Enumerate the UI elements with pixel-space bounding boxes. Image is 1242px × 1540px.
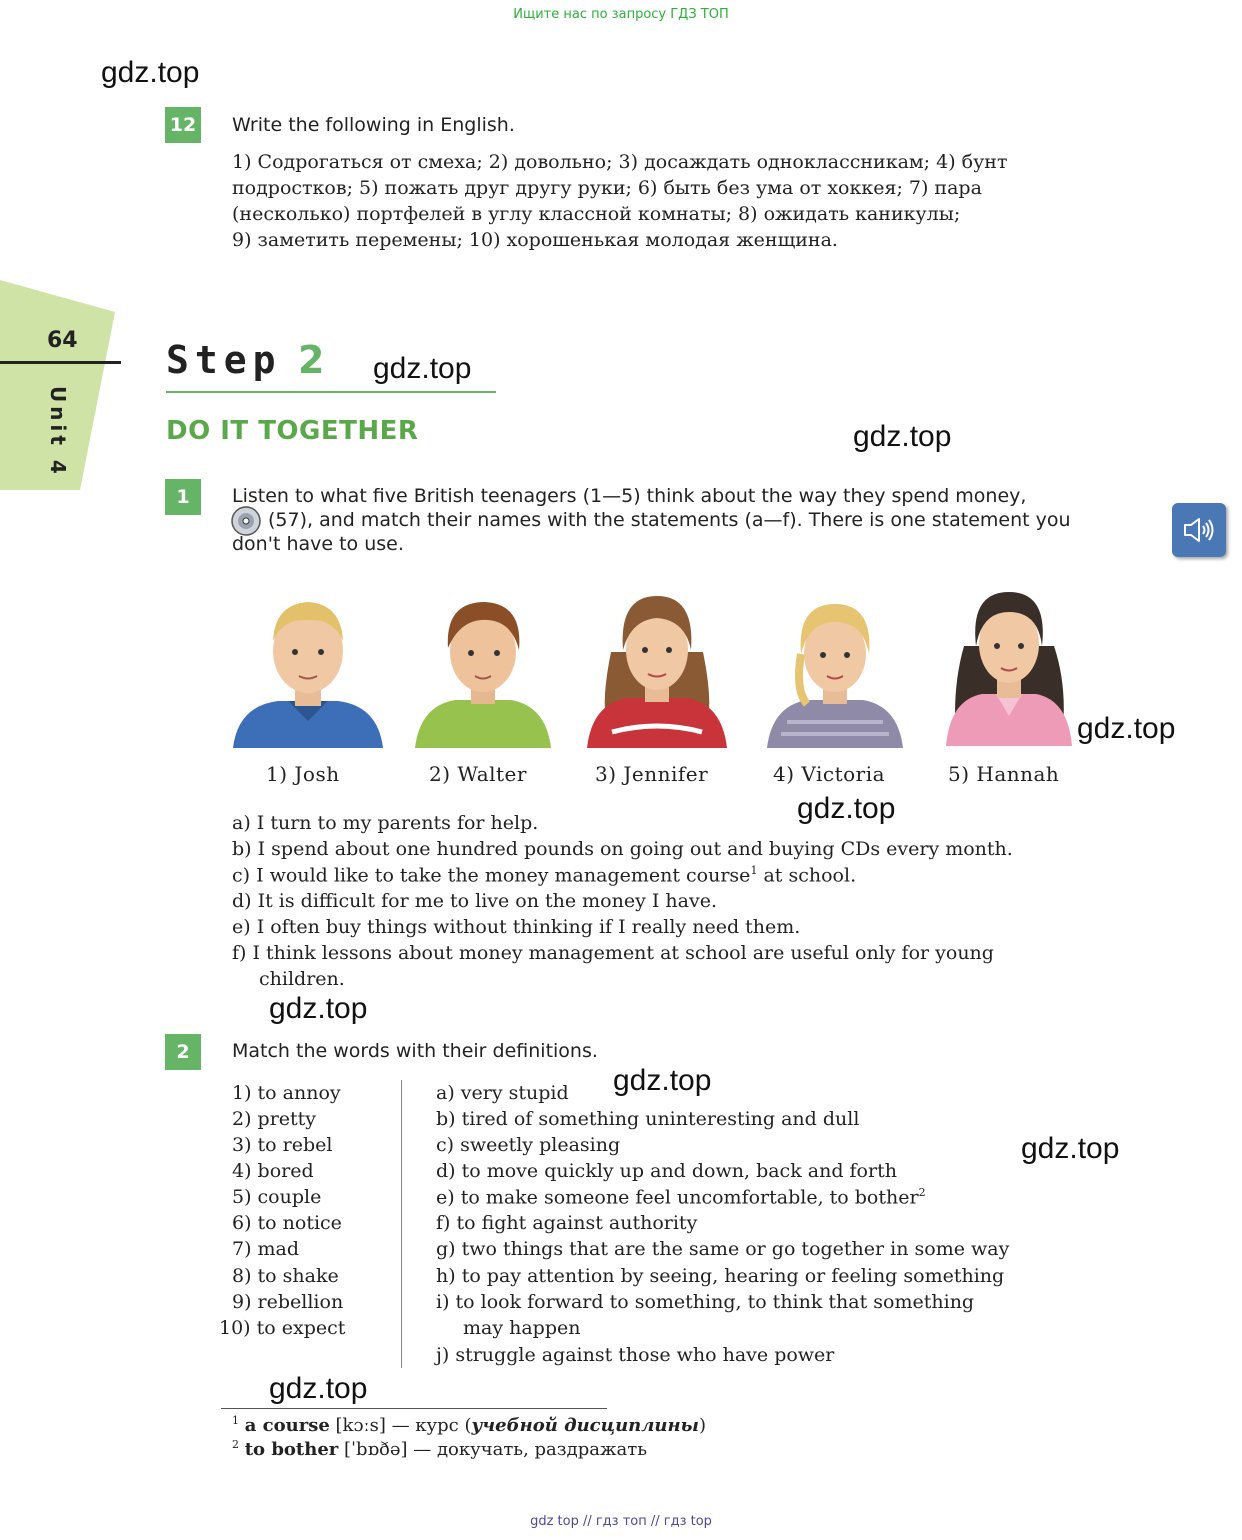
word-item: 10) to expect xyxy=(219,1317,346,1339)
exercise-instruction: Write the following in English. xyxy=(232,114,515,136)
word-item: 5) couple xyxy=(232,1186,322,1208)
word-item: 1) to annoy xyxy=(232,1082,341,1104)
footnote-text: [ˈbɒðə] — докучать, раздражать xyxy=(338,1439,647,1460)
section-title: DO IT TOGETHER xyxy=(166,416,419,446)
exercise-line: 1) Содрогаться от смеха; 2) довольно; 3) досаждать одноклассникам; 4) бунт xyxy=(232,151,1008,173)
watermark: gdz.top xyxy=(797,792,896,825)
watermark: gdz.top xyxy=(101,56,200,89)
step-heading xyxy=(166,338,324,382)
watermark: gdz.top xyxy=(269,1372,368,1405)
portrait-hannah xyxy=(942,588,1076,746)
portrait-jennifer xyxy=(587,592,727,748)
exercise-line: подростков; 5) пожать друг другу руки; 6) быть без ума от хоккея; 7) пара xyxy=(232,177,982,199)
statement-f-cont: children. xyxy=(259,968,345,990)
statement-f: f) I think lessons about money management at school are useful only for young xyxy=(232,942,994,964)
exercise-line: 9) заметить перемены; 10) хорошенькая молодая женщина. xyxy=(232,229,838,251)
portrait-walter xyxy=(415,598,551,748)
step-word: Step xyxy=(166,338,282,382)
exercise-instruction: (57), and match their names with the statements (a—f). There is one statement you xyxy=(268,509,1071,531)
statement-b: b) I spend about one hundred pounds on going out and buying CDs every month. xyxy=(232,838,1013,860)
definition-item: f) to fight against authority xyxy=(436,1212,698,1234)
exercise-instruction: Match the words with their definitions. xyxy=(232,1040,598,1062)
statement-e: e) I often buy things without thinking if I really need them. xyxy=(232,916,801,938)
definition-item: b) tired of something uninteresting and dull xyxy=(436,1108,860,1130)
exercise-number-badge: 2 xyxy=(165,1034,201,1070)
watermark: gdz.top xyxy=(1077,712,1176,745)
footnote-term: to bother xyxy=(244,1439,339,1460)
definition-item: g) two things that are the same or go together in some way xyxy=(436,1238,1010,1260)
speaker-icon xyxy=(1182,515,1216,545)
statement-c-tail: at school. xyxy=(757,864,857,887)
step-number: 2 xyxy=(297,338,325,382)
teen-name-label: 2) Walter xyxy=(429,762,527,786)
teen-name-label: 1) Josh xyxy=(266,762,340,786)
watermark: gdz.top xyxy=(853,420,952,453)
footnote-italic: учебной дисциплины xyxy=(471,1415,699,1436)
footnote-term: a course xyxy=(244,1415,330,1436)
statement-a: a) I turn to my parents for help. xyxy=(232,812,539,834)
word-item: 6) to notice xyxy=(232,1212,342,1234)
word-item: 4) bored xyxy=(232,1160,314,1182)
word-item: 9) rebellion xyxy=(232,1291,344,1313)
teen-name-label: 4) Victoria xyxy=(773,762,886,786)
watermark: gdz.top xyxy=(1021,1132,1120,1165)
footnote-2 xyxy=(232,1438,647,1460)
statement-d: d) It is difficult for me to live on the money I have. xyxy=(232,890,717,912)
definition-item: may happen xyxy=(463,1317,581,1339)
definition-item: d) to move quickly up and down, back and forth xyxy=(436,1160,897,1182)
statement-c-text: c) I would like to take the money management course xyxy=(232,864,751,887)
exercise-number-badge: 12 xyxy=(165,107,201,143)
footnote-text: [kɔːs] — курс ( xyxy=(329,1415,472,1436)
page-number-rule xyxy=(0,361,121,364)
word-item: 8) to shake xyxy=(232,1265,339,1287)
page-number: 64 xyxy=(47,328,78,353)
footnote-number: 1 xyxy=(232,1414,239,1427)
exercise-instruction: don't have to use. xyxy=(232,533,404,555)
watermark: gdz.top xyxy=(269,992,368,1025)
statement-c xyxy=(232,864,856,886)
word-item: 2) pretty xyxy=(232,1108,317,1130)
column-divider xyxy=(401,1080,402,1368)
definition-e-text: e) to make someone feel uncomfortable, to bother xyxy=(436,1186,919,1209)
footnote-text-end: ) xyxy=(698,1415,706,1436)
teen-name-label: 3) Jennifer xyxy=(595,762,709,786)
word-item: 7) mad xyxy=(232,1238,300,1260)
definition-item: h) to pay attention by seeing, hearing or feeling something xyxy=(436,1265,1005,1287)
portrait-victoria xyxy=(767,600,903,748)
bottom-footer[interactable]: gdz top // гдз топ // гдз top xyxy=(530,1514,712,1529)
audio-button[interactable] xyxy=(1172,503,1226,557)
footnote-ref: 1 xyxy=(750,864,758,877)
definition-item: j) struggle against those who have power xyxy=(436,1344,835,1366)
exercise-line: (несколько) портфелей в углу классной комнаты; 8) ожидать каникулы; xyxy=(232,203,961,225)
exercise-number-badge: 1 xyxy=(165,479,201,515)
definition-item xyxy=(436,1186,926,1208)
word-item: 3) to rebel xyxy=(232,1134,333,1156)
definition-item: a) very stupid xyxy=(436,1082,569,1104)
watermark: gdz.top xyxy=(613,1064,712,1097)
footnote-number: 2 xyxy=(232,1438,239,1451)
exercise-instruction: Listen to what five British teenagers (1—5) think about the way they spend money, xyxy=(232,485,1027,507)
unit-label: Unit 4 xyxy=(46,386,70,478)
top-banner[interactable]: Ищите нас по запросу ГДЗ ТОП xyxy=(513,7,729,22)
footnote-ref: 2 xyxy=(918,1186,926,1199)
definition-item: i) to look forward to something, to think that something xyxy=(436,1291,975,1313)
portrait-josh xyxy=(233,596,383,748)
footnote-rule xyxy=(221,1408,607,1409)
step-underline xyxy=(166,391,496,393)
footnote-1 xyxy=(232,1414,706,1436)
watermark: gdz.top xyxy=(373,352,472,385)
definition-item: c) sweetly pleasing xyxy=(436,1134,621,1156)
teen-name-label: 5) Hannah xyxy=(948,762,1060,786)
